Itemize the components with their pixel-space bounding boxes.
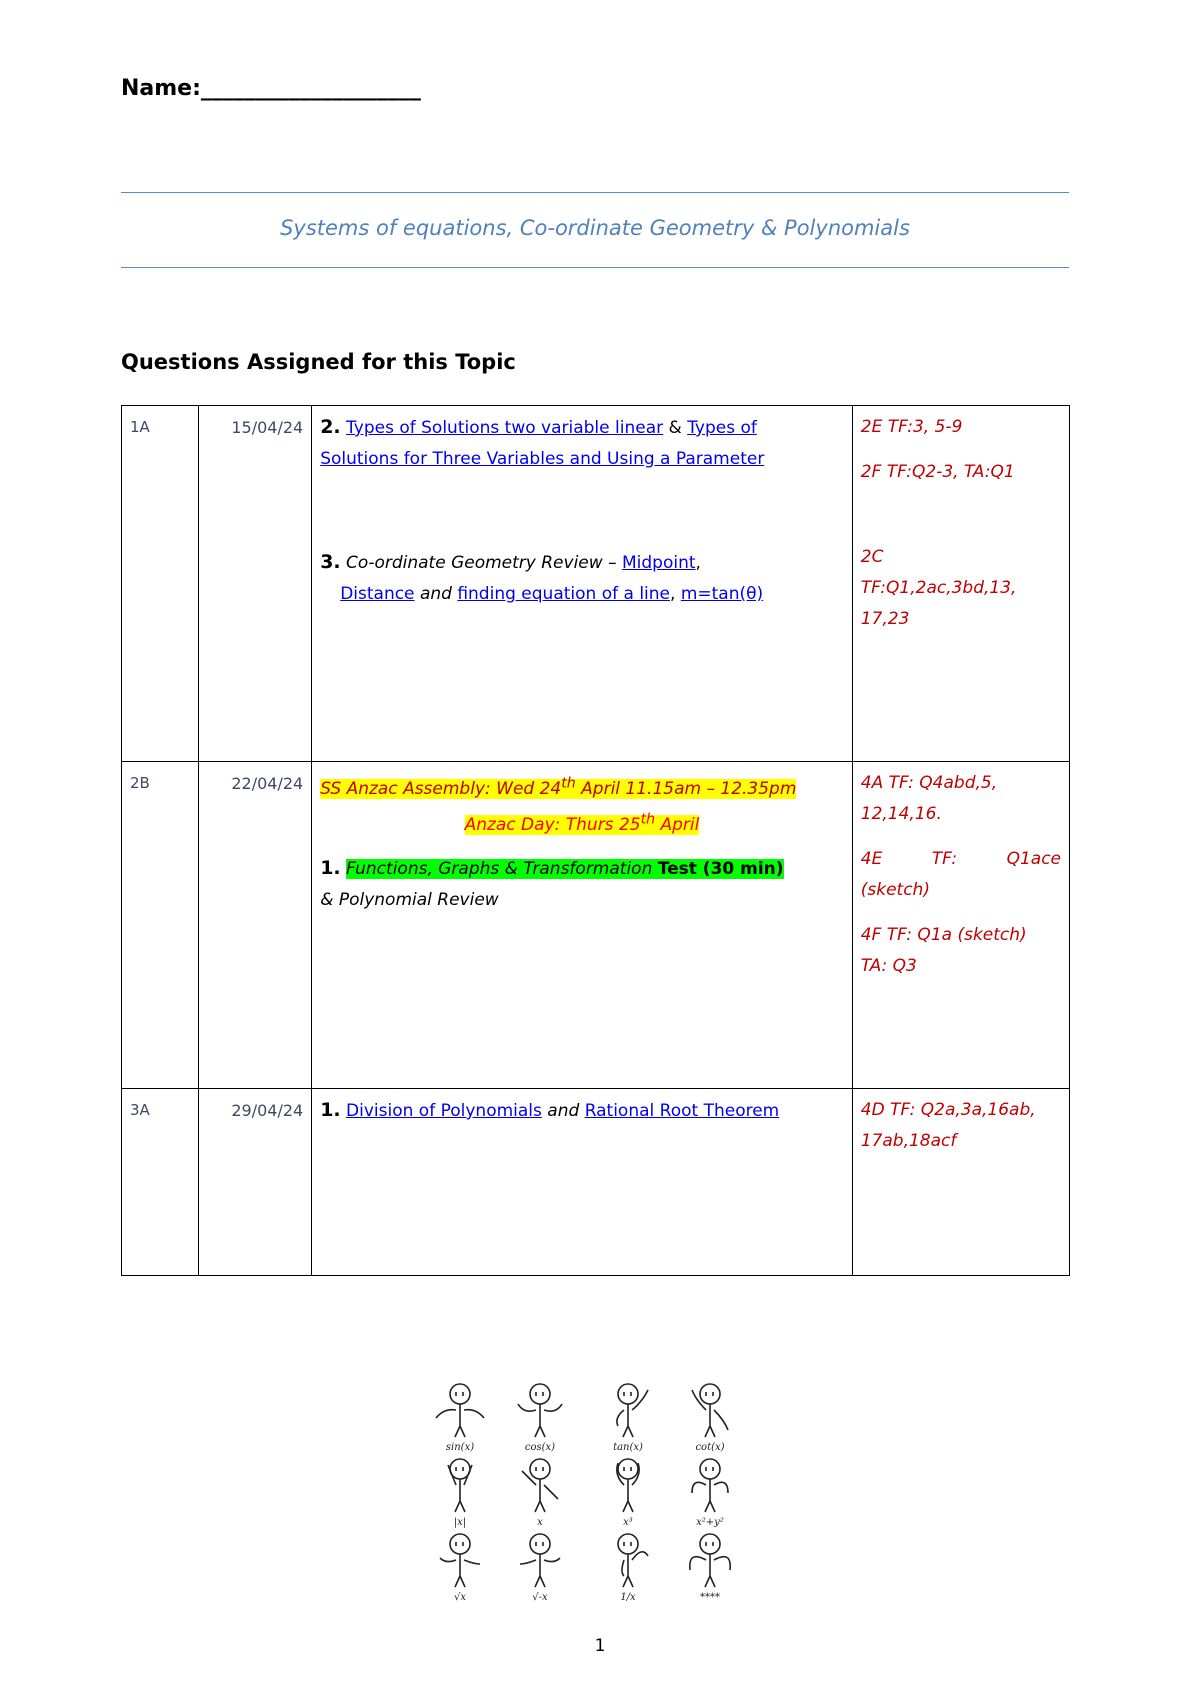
test-duration: Test (30 min) xyxy=(657,859,784,880)
stick-figure-face xyxy=(706,1467,713,1471)
stick-figure xyxy=(617,1459,639,1512)
stick-figure-head xyxy=(618,1384,638,1404)
anzac-text xyxy=(464,811,700,836)
test-highlight xyxy=(346,859,784,879)
assembly-sup: th xyxy=(561,775,576,791)
exercise-line: TF:Q1,2ac,3bd,13, xyxy=(860,578,1017,598)
stick-figure-label: 1/x xyxy=(620,1592,636,1602)
stick-figure xyxy=(692,1459,728,1512)
stick-figure xyxy=(440,1534,480,1587)
stick-figure-label: tan(x) xyxy=(613,1442,643,1453)
page-number: 1 xyxy=(594,1636,606,1656)
stick-figure-body xyxy=(535,1554,545,1587)
stick-figure xyxy=(436,1384,484,1437)
exercise-line xyxy=(861,844,1061,875)
and-text: and xyxy=(547,1101,580,1121)
stick-figure xyxy=(448,1459,472,1512)
stick-figure-label: √-x xyxy=(532,1592,548,1602)
exercise-part: TF: xyxy=(931,849,958,869)
stick-figure-label: x³ xyxy=(623,1517,633,1528)
stick-figure-body xyxy=(705,1479,715,1512)
exercise-part: Q1ace xyxy=(1006,849,1061,869)
stick-figure-arms xyxy=(617,1390,648,1426)
link-midpoint[interactable]: Midpoint xyxy=(621,553,696,573)
exercise-line: 4D TF: Q2a,3a,16ab, xyxy=(860,1100,1036,1120)
stick-figure-head xyxy=(700,1384,720,1404)
stick-figure xyxy=(618,1534,648,1587)
stick-figure-body xyxy=(623,1404,633,1437)
anzac-sup: th xyxy=(640,811,656,828)
exercise-line: 2F TF:Q2-3, TA:Q1 xyxy=(860,462,1015,482)
table-row xyxy=(122,762,1070,1089)
stick-figure-body xyxy=(623,1554,633,1587)
exercises-cell xyxy=(852,762,1069,1089)
date-cell: 15/04/24 xyxy=(199,406,312,762)
stick-figure-label: **** xyxy=(700,1592,720,1602)
stick-figure-body xyxy=(535,1479,545,1512)
function-stick-figures-illustration xyxy=(432,1372,770,1602)
exercises-cell xyxy=(852,406,1069,762)
stick-figure-head xyxy=(700,1459,720,1479)
link-m-tan-theta[interactable]: m=tan(θ) xyxy=(680,584,764,604)
bottom-divider xyxy=(121,267,1069,268)
stick-figure-head xyxy=(530,1384,550,1404)
lesson-item xyxy=(320,1095,844,1127)
exercise-line: (sketch) xyxy=(860,880,930,900)
exercise-line: 17ab,18acf xyxy=(860,1131,957,1151)
stick-figure-head xyxy=(700,1534,720,1554)
page-subtitle: Systems of equations, Co-ordinate Geometry & Polynomials xyxy=(280,216,910,240)
stick-figure-face xyxy=(536,1392,543,1396)
review-text: & Polynomial Review xyxy=(320,890,499,911)
stick-figure-face xyxy=(624,1392,631,1396)
link-types-three-variables[interactable]: Types of xyxy=(687,418,757,438)
lesson-item xyxy=(320,853,844,916)
stick-figure-label: √x xyxy=(453,1592,467,1602)
week-cell: 3A xyxy=(122,1089,199,1276)
exercise-line: 12,14,16. xyxy=(860,804,942,824)
link-rational-root-theorem[interactable]: Rational Root Theorem xyxy=(584,1101,780,1121)
stick-figure-body xyxy=(705,1404,715,1437)
item-number: 2. xyxy=(320,416,341,438)
exercise-line: 4F TF: Q1a (sketch) xyxy=(860,925,1027,945)
questions-heading: Questions Assigned for this Topic xyxy=(121,350,516,374)
lesson-item xyxy=(320,547,844,610)
stick-figure-label: sin(x) xyxy=(445,1442,475,1453)
link-distance[interactable]: Distance xyxy=(340,584,415,604)
stick-figure xyxy=(692,1384,728,1437)
date-cell: 29/04/24 xyxy=(199,1089,312,1276)
link-division-of-polynomials[interactable]: Division of Polynomials xyxy=(346,1101,542,1121)
stick-figure-face xyxy=(536,1542,543,1546)
week-cell: 2B xyxy=(122,762,199,1089)
stick-figure-label: x xyxy=(537,1517,543,1528)
exercise-line: 17,23 xyxy=(860,609,910,629)
link-equation-of-line[interactable]: finding equation of a line xyxy=(457,584,670,604)
stick-figure-label: x²+y² xyxy=(696,1517,724,1528)
table-row xyxy=(122,406,1070,762)
stick-figure-head xyxy=(530,1534,550,1554)
assembly-text-end: April 11.15am – 12.35pm xyxy=(575,778,797,799)
exercises-cell xyxy=(852,1089,1069,1276)
anzac-day-notice xyxy=(320,805,844,842)
stick-figure-label: cos(x) xyxy=(524,1442,556,1453)
stick-figure-face xyxy=(456,1542,463,1546)
link-types-two-variable[interactable]: Types of Solutions two variable linear xyxy=(346,418,664,438)
stick-figure xyxy=(690,1534,730,1587)
assembly-text xyxy=(320,775,797,799)
lesson-cell xyxy=(312,1089,853,1276)
stick-figure xyxy=(518,1384,562,1437)
anzac-text-end: April xyxy=(655,815,700,836)
exercise-line: 4A TF: Q4abd,5, xyxy=(860,773,998,793)
stick-figure-face xyxy=(624,1467,631,1471)
item-number: 1. xyxy=(320,857,341,880)
stick-figure-head xyxy=(450,1534,470,1554)
item-text: Co-ordinate Geometry Review – xyxy=(346,553,617,573)
name-field-label: Name:____________________ xyxy=(121,76,421,101)
comma-text: , xyxy=(670,584,676,604)
stick-figure-face xyxy=(706,1392,713,1396)
assembly-text-main: SS Anzac Assembly: Wed 24 xyxy=(320,778,562,799)
exercise-line: 2E TF:3, 5-9 xyxy=(860,417,963,437)
and-text: and xyxy=(419,584,452,604)
assembly-notice xyxy=(320,768,844,805)
exercise-part: 4E xyxy=(860,849,883,869)
stick-figure-body xyxy=(455,1554,465,1587)
stick-figure-face xyxy=(624,1542,631,1546)
lesson-cell xyxy=(312,406,853,762)
stick-figure-face xyxy=(456,1467,463,1471)
week-cell: 1A xyxy=(122,406,199,762)
stick-figure-body xyxy=(623,1479,633,1512)
stick-figure-face xyxy=(456,1392,463,1396)
stick-figure-head xyxy=(530,1459,550,1479)
stick-figure xyxy=(617,1384,648,1437)
stick-figure-arms xyxy=(622,1552,648,1576)
stick-figure-head xyxy=(618,1459,638,1479)
stick-figure-body xyxy=(705,1554,715,1587)
item-number: 1. xyxy=(320,1099,341,1121)
exercise-line: TA: Q3 xyxy=(860,956,917,976)
stick-figure xyxy=(522,1459,558,1512)
stick-figure-body xyxy=(535,1404,545,1437)
stick-figure-face xyxy=(706,1542,713,1546)
lesson-item xyxy=(320,412,844,475)
stick-figure-label: cot(x) xyxy=(695,1442,725,1453)
amp-text: & xyxy=(668,418,682,438)
lesson-cell xyxy=(312,762,853,1089)
stick-figure xyxy=(520,1534,560,1587)
link-types-three-variables-cont[interactable]: Solutions for Three Variables and Using a Parameter xyxy=(320,449,765,469)
schedule-table xyxy=(121,405,1070,1276)
stick-figure-head xyxy=(450,1384,470,1404)
table-row xyxy=(122,1089,1070,1276)
stick-figure-face xyxy=(536,1467,543,1471)
test-topic: Functions, Graphs & Transformation xyxy=(346,859,653,880)
date-cell: 22/04/24 xyxy=(199,762,312,1089)
stick-figure-head xyxy=(618,1534,638,1554)
top-divider xyxy=(121,192,1069,193)
stick-figure-body xyxy=(455,1479,465,1512)
stick-figure-label: |x| xyxy=(453,1517,467,1528)
comma-text: , xyxy=(695,553,701,573)
exercise-line: 2C xyxy=(860,547,884,567)
anzac-text-main: Anzac Day: Thurs 25 xyxy=(464,815,641,836)
item-number: 3. xyxy=(320,551,341,573)
stick-figure-body xyxy=(455,1404,465,1437)
